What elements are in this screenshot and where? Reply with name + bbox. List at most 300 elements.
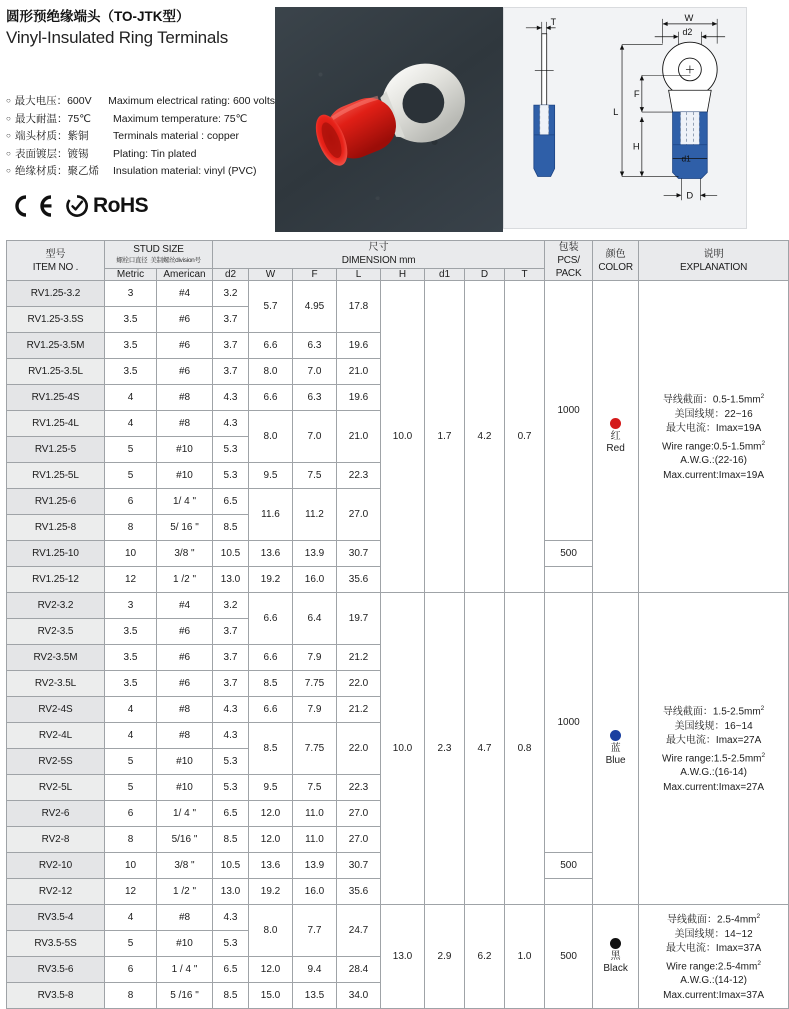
cell-d2: 3.7 bbox=[213, 333, 249, 359]
col-stud-size-cn bbox=[105, 256, 212, 265]
color-name-cn: 黑 bbox=[610, 951, 621, 962]
col-dimension bbox=[213, 241, 545, 269]
cell-metric: 4 bbox=[105, 723, 157, 749]
cell-f: 16.0 bbox=[293, 879, 337, 905]
cell-item-no: RV2-5L bbox=[7, 775, 105, 801]
cell-metric: 6 bbox=[105, 957, 157, 983]
cell-f: 13.9 bbox=[293, 853, 337, 879]
cell-american: #6 bbox=[157, 333, 213, 359]
cell-d2: 8.5 bbox=[213, 827, 249, 853]
cell-american: #8 bbox=[157, 411, 213, 437]
bullet-icon: ○ bbox=[6, 131, 11, 140]
cell-metric: 5 bbox=[105, 931, 157, 957]
cell-metric: 5 bbox=[105, 437, 157, 463]
cell-d2: 10.5 bbox=[213, 853, 249, 879]
spec-list bbox=[6, 93, 275, 181]
cell-explanation bbox=[639, 593, 789, 905]
cell-w: 8.0 bbox=[249, 359, 293, 385]
cell-american: #8 bbox=[157, 385, 213, 411]
col-h: H bbox=[381, 268, 425, 280]
cell-l: 30.7 bbox=[337, 541, 381, 567]
col-d2: d2 bbox=[213, 268, 249, 280]
cell-american: #6 bbox=[157, 307, 213, 333]
cell-t: 0.8 bbox=[505, 593, 545, 905]
cell-f: 11.0 bbox=[293, 801, 337, 827]
cell-item-no: RV2-5S bbox=[7, 749, 105, 775]
stud-american-cn: 美制螺丝division号 bbox=[150, 257, 201, 265]
col-explanation bbox=[639, 241, 789, 281]
cell-item-no: RV2-8 bbox=[7, 827, 105, 853]
spec-label-en: Insulation material: vinyl (PVC) bbox=[113, 165, 257, 177]
cell-f: 7.7 bbox=[293, 905, 337, 957]
cell-item-no: RV2-4S bbox=[7, 697, 105, 723]
cell-f: 7.75 bbox=[293, 671, 337, 697]
explanation-line: 美国线规：22~16 bbox=[674, 408, 753, 420]
stud-metric-cn: 螺栓口直径 bbox=[116, 257, 148, 265]
cell-american: #10 bbox=[157, 749, 213, 775]
spec-label-cn: 绝缘材质：聚乙烯 bbox=[15, 165, 99, 177]
cell-metric: 3.5 bbox=[105, 359, 157, 385]
col-dimension-en: DIMENSION mm bbox=[341, 255, 416, 267]
cell-metric: 4 bbox=[105, 385, 157, 411]
spec-item bbox=[6, 128, 275, 146]
spec-item bbox=[6, 146, 275, 164]
cell-h: 13.0 bbox=[381, 905, 425, 1009]
specification-table-wrapper bbox=[0, 240, 766, 1009]
table-row bbox=[7, 593, 789, 619]
col-american: American bbox=[157, 268, 213, 280]
cell-metric: 8 bbox=[105, 827, 157, 853]
bullet-icon: ○ bbox=[6, 148, 11, 158]
cell-item-no: RV1.25-5 bbox=[7, 437, 105, 463]
cell-d2: 3.7 bbox=[213, 645, 249, 671]
cell-f: 7.0 bbox=[293, 411, 337, 463]
cell-d2: 13.0 bbox=[213, 879, 249, 905]
technical-drawing-panel bbox=[503, 0, 754, 240]
cell-l: 27.0 bbox=[337, 801, 381, 827]
col-stud-size-en: STUD SIZE bbox=[133, 244, 184, 256]
cell-item-no: RV1.25-5L bbox=[7, 463, 105, 489]
cell-american: 1 / 4 " bbox=[157, 957, 213, 983]
cell-american: #4 bbox=[157, 593, 213, 619]
cell-d2: 13.0 bbox=[213, 567, 249, 593]
col-color-cn: 颜色 bbox=[605, 248, 626, 260]
cell-american: #6 bbox=[157, 619, 213, 645]
cell-f: 7.0 bbox=[293, 359, 337, 385]
cell-f: 7.9 bbox=[293, 697, 337, 723]
label-d: D bbox=[686, 189, 694, 201]
cell-american: #10 bbox=[157, 437, 213, 463]
cell-l: 27.0 bbox=[337, 827, 381, 853]
cell-pack: 500 bbox=[545, 905, 593, 1009]
col-color-en: COLOR bbox=[598, 261, 633, 273]
cell-metric: 3.5 bbox=[105, 619, 157, 645]
cell-t: 1.0 bbox=[505, 905, 545, 1009]
cell-d2: 10.5 bbox=[213, 541, 249, 567]
cell-d2: 3.7 bbox=[213, 359, 249, 385]
cell-metric: 5 bbox=[105, 463, 157, 489]
cell-item-no: RV2-4L bbox=[7, 723, 105, 749]
cell-w: 6.6 bbox=[249, 385, 293, 411]
cell-item-no: RV2-3.5 bbox=[7, 619, 105, 645]
page-title-cn: 圆形预绝缘端头（TO-JTK型） bbox=[6, 9, 190, 24]
cell-f: 11.0 bbox=[293, 827, 337, 853]
header-row-top bbox=[7, 241, 789, 269]
cell-item-no: RV2-6 bbox=[7, 801, 105, 827]
cell-item-no: RV1.25-3.5M bbox=[7, 333, 105, 359]
cell-l: 19.7 bbox=[337, 593, 381, 645]
cell-metric: 4 bbox=[105, 697, 157, 723]
cell-d2: 3.7 bbox=[213, 619, 249, 645]
explanation-line: 导线截面：$0.5-1.5mm^2$ bbox=[662, 392, 765, 405]
cell-f: 7.75 bbox=[293, 723, 337, 775]
cell-item-no: RV1.25-4S bbox=[7, 385, 105, 411]
cell-color bbox=[593, 905, 639, 1009]
cell-d2: 6.5 bbox=[213, 957, 249, 983]
cell-pack: 1000 bbox=[545, 593, 593, 853]
cell-w: 12.0 bbox=[249, 827, 293, 853]
cell-f: 6.4 bbox=[293, 593, 337, 645]
cell-metric: 3 bbox=[105, 281, 157, 307]
cell-w: 9.5 bbox=[249, 775, 293, 801]
cell-w: 6.6 bbox=[249, 645, 293, 671]
cell-l: 19.6 bbox=[337, 385, 381, 411]
col-explanation-cn: 说明 bbox=[703, 248, 724, 260]
explanation-line: 最大电流：Imax=37A bbox=[665, 943, 762, 954]
cell-metric: 3.5 bbox=[105, 333, 157, 359]
cell-l: 28.4 bbox=[337, 957, 381, 983]
col-pack-cn: 包装 bbox=[558, 242, 579, 253]
cell-l: 22.3 bbox=[337, 463, 381, 489]
cell-w: 8.5 bbox=[249, 671, 293, 697]
cell-d2: 5.3 bbox=[213, 775, 249, 801]
explanation-line: 美国线规：14~12 bbox=[674, 928, 753, 940]
cell-l: 30.7 bbox=[337, 853, 381, 879]
cell-item-no: RV2-3.5M bbox=[7, 645, 105, 671]
cell-w: 19.2 bbox=[249, 567, 293, 593]
explanation-line: A.W.G.:(16-14) bbox=[680, 767, 747, 779]
cell-w: 11.6 bbox=[249, 489, 293, 541]
spec-label-cn: 端头材质：紫铜 bbox=[15, 130, 89, 142]
cell-d2: 3.7 bbox=[213, 671, 249, 697]
cell-item-no: RV1.25-4L bbox=[7, 411, 105, 437]
spec-label-en: Plating: Tin plated bbox=[113, 147, 197, 160]
cell-d2: 3.7 bbox=[213, 307, 249, 333]
cell-h: 10.0 bbox=[381, 593, 425, 905]
spec-item bbox=[6, 93, 275, 111]
cell-f: 11.2 bbox=[293, 489, 337, 541]
explanation-line: 导线截面：$1.5-2.5mm^2$ bbox=[662, 704, 765, 717]
cell-f: 4.95 bbox=[293, 281, 337, 333]
label-t-left: T bbox=[550, 16, 557, 27]
cell-d2: 5.3 bbox=[213, 931, 249, 957]
rohs-circle-icon bbox=[65, 194, 89, 218]
cell-metric: 5 bbox=[105, 775, 157, 801]
explanation-line: Max.current:Imax=37A bbox=[663, 989, 765, 1001]
cell-l: 27.0 bbox=[337, 489, 381, 541]
cell-american: 3/8 " bbox=[157, 853, 213, 879]
cell-american: #6 bbox=[157, 359, 213, 385]
table-body bbox=[7, 281, 789, 1009]
cell-w: 13.6 bbox=[249, 853, 293, 879]
col-dimension-cn: 尺寸 bbox=[368, 242, 389, 254]
cell-f: 6.3 bbox=[293, 333, 337, 359]
cell-d2: 8.5 bbox=[213, 983, 249, 1009]
cell-l: 21.0 bbox=[337, 411, 381, 463]
explanation-line: 导线截面：$2.5-4mm^2$ bbox=[667, 912, 761, 925]
col-stud-size bbox=[105, 241, 213, 269]
cell-w: 19.2 bbox=[249, 879, 293, 905]
cell-d2: 3.2 bbox=[213, 281, 249, 307]
cell-metric: 6 bbox=[105, 801, 157, 827]
cell-metric: 3.5 bbox=[105, 671, 157, 697]
cell-t: 0.7 bbox=[505, 281, 545, 593]
dimension-drawing bbox=[503, 7, 747, 229]
specification-table bbox=[6, 240, 789, 1009]
cell-item-no: RV1.25-8 bbox=[7, 515, 105, 541]
cell-american: #6 bbox=[157, 671, 213, 697]
cell-american: #8 bbox=[157, 723, 213, 749]
cell-l: 34.0 bbox=[337, 983, 381, 1009]
explanation-line: 美国线规：16~14 bbox=[674, 720, 753, 732]
cell-american: #4 bbox=[157, 281, 213, 307]
cell-l: 21.2 bbox=[337, 697, 381, 723]
label-d2: d2 bbox=[682, 26, 693, 37]
cell-l: 19.6 bbox=[337, 333, 381, 359]
cell-f: 16.0 bbox=[293, 567, 337, 593]
cell-w: 5.7 bbox=[249, 281, 293, 333]
cell-american: 1 /2 " bbox=[157, 567, 213, 593]
cell-d: 4.7 bbox=[465, 593, 505, 905]
ring-terminal-photo-illustration bbox=[303, 69, 483, 179]
cell-metric: 10 bbox=[105, 853, 157, 879]
cell-w: 8.5 bbox=[249, 723, 293, 775]
cell-american: #6 bbox=[157, 645, 213, 671]
spec-label-en: Maximum temperature: 75℃ bbox=[113, 112, 248, 125]
table-head bbox=[7, 241, 789, 281]
cell-metric: 5 bbox=[105, 749, 157, 775]
col-f: F bbox=[293, 268, 337, 280]
cell-item-no: RV2-3.2 bbox=[7, 593, 105, 619]
col-item-no-cn: 型号 bbox=[45, 248, 66, 260]
cell-item-no: RV1.25-3.5L bbox=[7, 359, 105, 385]
color-swatch-icon bbox=[610, 938, 621, 949]
cell-american: 1/ 4 " bbox=[157, 489, 213, 515]
cell-explanation bbox=[639, 905, 789, 1009]
cell-american: #8 bbox=[157, 697, 213, 723]
cell-color bbox=[593, 281, 639, 593]
cell-d: 4.2 bbox=[465, 281, 505, 593]
label-f: F bbox=[633, 88, 640, 100]
cell-metric: 3.5 bbox=[105, 307, 157, 333]
cell-american: 1/ 4 " bbox=[157, 801, 213, 827]
cell-w: 6.6 bbox=[249, 593, 293, 645]
cell-f: 13.5 bbox=[293, 983, 337, 1009]
cell-d2: 4.3 bbox=[213, 385, 249, 411]
cell-f: 7.5 bbox=[293, 775, 337, 801]
table-row bbox=[7, 905, 789, 931]
cell-d2: 4.3 bbox=[213, 411, 249, 437]
cell-metric: 12 bbox=[105, 567, 157, 593]
explanation-line: Wire $range:0.5-1.5mm^2$ bbox=[662, 439, 766, 452]
explanation-line: Wire $range:1.5-2.5mm^2$ bbox=[662, 751, 766, 764]
cell-d2: 5.3 bbox=[213, 749, 249, 775]
cell-metric: 6 bbox=[105, 489, 157, 515]
col-d: D bbox=[465, 268, 505, 280]
explanation-line: A.W.G.:(14-12) bbox=[680, 975, 747, 987]
cell-american: #8 bbox=[157, 905, 213, 931]
cell-f: 9.4 bbox=[293, 957, 337, 983]
cell-w: 8.0 bbox=[249, 905, 293, 957]
col-item-no bbox=[7, 241, 105, 281]
bullet-icon: ○ bbox=[6, 96, 11, 105]
cell-explanation bbox=[639, 281, 789, 593]
cell-w: 8.0 bbox=[249, 411, 293, 463]
cell-l: 35.6 bbox=[337, 879, 381, 905]
cell-w: 9.5 bbox=[249, 463, 293, 489]
color-name-en: Red bbox=[606, 443, 625, 454]
cell-american: #10 bbox=[157, 775, 213, 801]
cell-item-no: RV3.5-4 bbox=[7, 905, 105, 931]
cell-item-no: RV1.25-3.5S bbox=[7, 307, 105, 333]
cell-w: 15.0 bbox=[249, 983, 293, 1009]
cell-l: 22.3 bbox=[337, 775, 381, 801]
cell-item-no: RV2-3.5L bbox=[7, 671, 105, 697]
cell-item-no: RV1.25-6 bbox=[7, 489, 105, 515]
header-section bbox=[0, 0, 754, 240]
cell-w: 12.0 bbox=[249, 957, 293, 983]
cell-metric: 3 bbox=[105, 593, 157, 619]
cell-l: 35.6 bbox=[337, 567, 381, 593]
cell-item-no: RV3.5-6 bbox=[7, 957, 105, 983]
label-l: L bbox=[613, 106, 619, 118]
cell-pack: 1000 bbox=[545, 281, 593, 541]
cell-d2: 6.5 bbox=[213, 489, 249, 515]
rohs-mark bbox=[65, 194, 148, 218]
cell-h: 10.0 bbox=[381, 281, 425, 593]
spec-item bbox=[6, 111, 275, 129]
cell-d1: 2.3 bbox=[425, 593, 465, 905]
cell-d2: 6.5 bbox=[213, 801, 249, 827]
ce-mark-icon bbox=[8, 193, 58, 219]
color-swatch-icon bbox=[610, 730, 621, 741]
cell-pack: 500 bbox=[545, 541, 593, 567]
cell-pack: 500 bbox=[545, 853, 593, 879]
cell-item-no: RV3.5-5S bbox=[7, 931, 105, 957]
cell-item-no: RV1.25-10 bbox=[7, 541, 105, 567]
label-d1: d1 bbox=[681, 153, 691, 164]
cell-d1: 2.9 bbox=[425, 905, 465, 1009]
col-t: T bbox=[505, 268, 545, 280]
cell-american: 5/ 16 " bbox=[157, 515, 213, 541]
cell-f: 7.9 bbox=[293, 645, 337, 671]
certification-marks bbox=[8, 193, 275, 219]
cell-metric: 4 bbox=[105, 411, 157, 437]
cell-american: 5 /16 " bbox=[157, 983, 213, 1009]
spec-label-en: Maximum electrical rating: 600 volts bbox=[108, 95, 275, 107]
cell-color bbox=[593, 593, 639, 905]
col-color bbox=[593, 241, 639, 281]
explanation-line: 最大电流：Imax=19A bbox=[665, 423, 762, 434]
spec-label-cn: 表面镀层：镀锡 bbox=[15, 147, 89, 160]
cell-american: #10 bbox=[157, 463, 213, 489]
cell-d: 6.2 bbox=[465, 905, 505, 1009]
cell-metric: 12 bbox=[105, 879, 157, 905]
color-name-en: Black bbox=[603, 963, 628, 974]
cell-item-no: RV1.25-12 bbox=[7, 567, 105, 593]
cell-item-no: RV3.5-8 bbox=[7, 983, 105, 1009]
bullet-icon: ○ bbox=[6, 166, 11, 175]
cell-w: 13.6 bbox=[249, 541, 293, 567]
color-swatch-icon bbox=[610, 418, 621, 429]
cell-american: 3/8 " bbox=[157, 541, 213, 567]
product-photo bbox=[275, 7, 503, 232]
cell-d2: 3.2 bbox=[213, 593, 249, 619]
cell-l: 22.0 bbox=[337, 671, 381, 697]
cell-w: 12.0 bbox=[249, 801, 293, 827]
cell-item-no: RV2-12 bbox=[7, 879, 105, 905]
explanation-line: Max.current:Imax=19A bbox=[663, 469, 765, 481]
bullet-icon: ○ bbox=[6, 113, 11, 123]
rohs-label: RoHS bbox=[93, 193, 149, 217]
cell-metric: 8 bbox=[105, 983, 157, 1009]
col-pack-en1: PCS/ bbox=[557, 255, 580, 266]
cell-d2: 8.5 bbox=[213, 515, 249, 541]
col-explanation-en: EXPLANATION bbox=[680, 261, 748, 273]
cell-d2: 4.3 bbox=[213, 723, 249, 749]
cell-d2: 4.3 bbox=[213, 697, 249, 723]
explanation-line: 最大电流：Imax=27A bbox=[665, 735, 762, 746]
spec-label-en: Terminals material : copper bbox=[113, 130, 240, 142]
cell-american: 1 /2 " bbox=[157, 879, 213, 905]
cell-item-no: RV2-10 bbox=[7, 853, 105, 879]
label-h: H bbox=[632, 140, 640, 152]
col-l: L bbox=[337, 268, 381, 280]
col-pack-en2: PACK bbox=[555, 268, 582, 279]
cell-f: 6.3 bbox=[293, 385, 337, 411]
cell-d2: 5.3 bbox=[213, 463, 249, 489]
cell-w: 6.6 bbox=[249, 333, 293, 359]
cell-d2: 5.3 bbox=[213, 437, 249, 463]
cell-l: 17.8 bbox=[337, 281, 381, 333]
cell-american: #10 bbox=[157, 931, 213, 957]
cell-item-no: RV1.25-3.2 bbox=[7, 281, 105, 307]
cell-l: 21.2 bbox=[337, 645, 381, 671]
col-item-no-en: ITEM NO . bbox=[32, 261, 79, 273]
page-title-en: Vinyl-Insulated Ring Terminals bbox=[6, 28, 229, 47]
color-name-cn: 蓝 bbox=[610, 743, 621, 754]
explanation-line: Wire $range:2.5-4mm^2$ bbox=[666, 959, 761, 972]
cell-d1: 1.7 bbox=[425, 281, 465, 593]
explanation-line: Max.current:Imax=27A bbox=[663, 781, 765, 793]
label-w: W bbox=[684, 11, 694, 23]
cell-l: 21.0 bbox=[337, 359, 381, 385]
cell-l: 22.0 bbox=[337, 723, 381, 775]
color-name-en: Blue bbox=[605, 755, 626, 766]
cell-f: 7.5 bbox=[293, 463, 337, 489]
cell-metric: 4 bbox=[105, 905, 157, 931]
cell-american: 5/16 " bbox=[157, 827, 213, 853]
cell-metric: 10 bbox=[105, 541, 157, 567]
color-name-cn: 红 bbox=[610, 431, 621, 442]
explanation-line: A.W.G.:(22-16) bbox=[680, 455, 747, 467]
cell-metric: 8 bbox=[105, 515, 157, 541]
spec-label-cn: 最大耐温：75℃ bbox=[15, 112, 91, 125]
spec-item bbox=[6, 163, 275, 181]
cell-d2: 4.3 bbox=[213, 905, 249, 931]
cell-f: 13.9 bbox=[293, 541, 337, 567]
col-d1: d1 bbox=[425, 268, 465, 280]
